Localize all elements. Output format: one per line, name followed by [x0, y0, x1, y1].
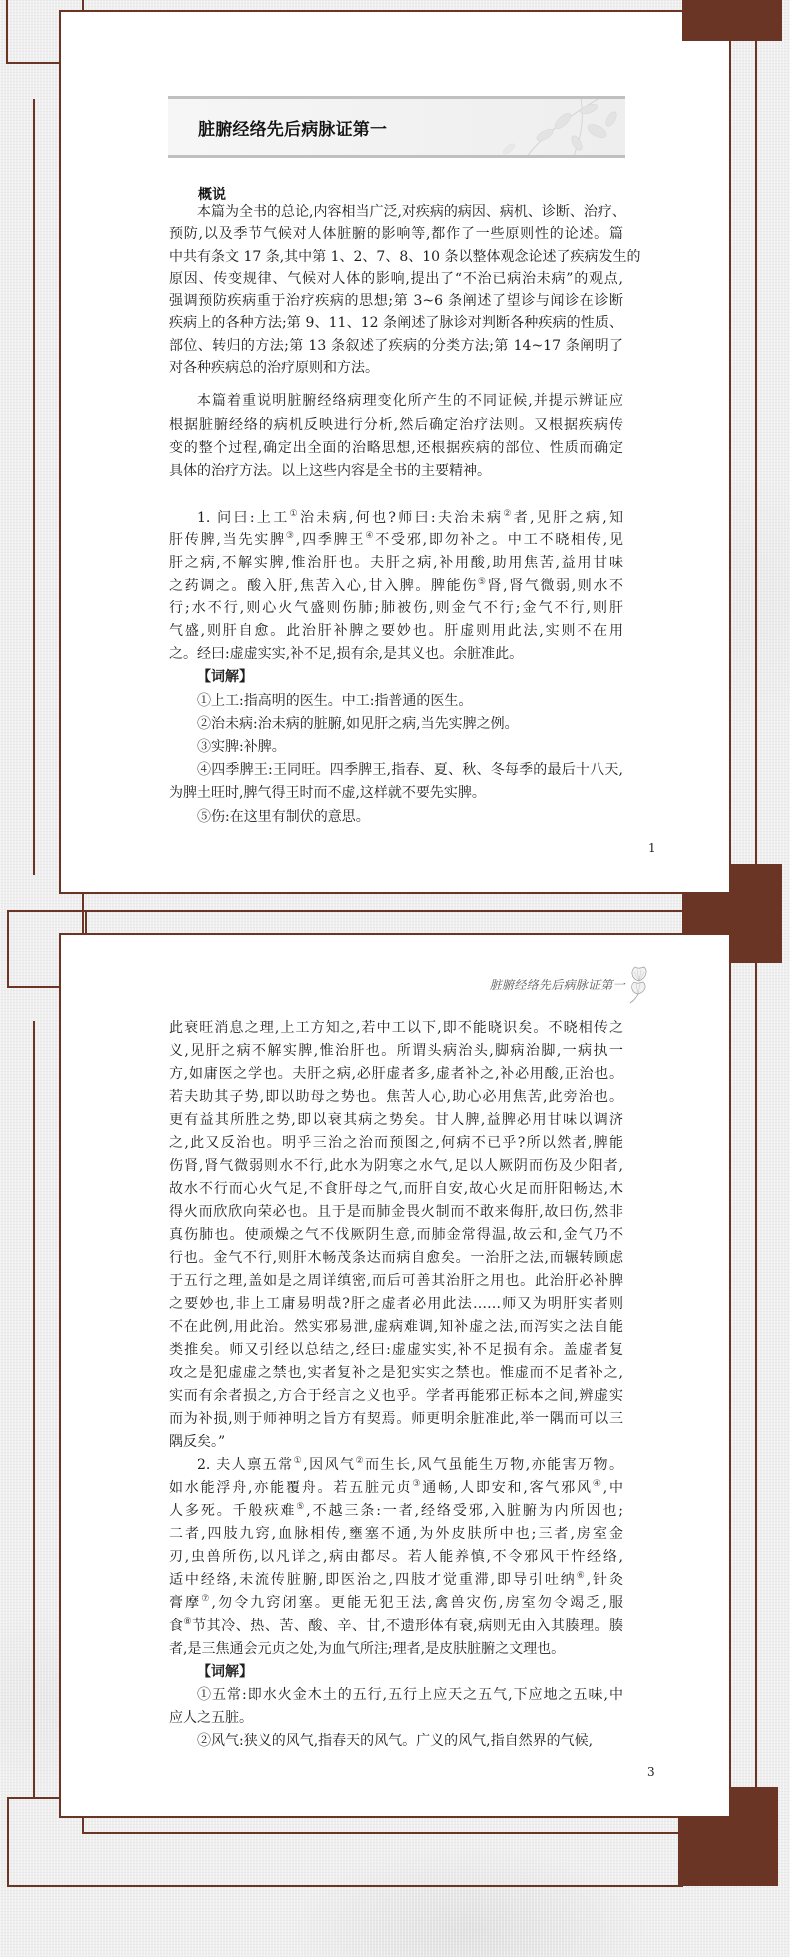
text-line	[169, 1063, 623, 1086]
text-run: 于五行之理,盖如是之周详缜密,而后可善其治肝之用也。此治肝必补脾	[169, 1272, 623, 1289]
text-run: 肝之病,不解实脾,惟治肝也。夫肝之病,补用酸,助用焦苦,益用甘味	[169, 554, 623, 571]
text-line	[169, 1316, 623, 1339]
glossary-section-page-1	[169, 666, 623, 828]
footnote-marker: ③	[412, 1478, 423, 1489]
text-line	[169, 1684, 623, 1707]
text-line	[169, 1178, 623, 1201]
overview-paragraph-1	[169, 201, 641, 379]
text-line	[169, 290, 623, 312]
text-run: 此衰旺消息之理,上工方知之,若中工以下,即不能晓识矣。不晓相传之	[169, 1019, 623, 1036]
footnote-marker: ⑧	[183, 1616, 193, 1627]
glossary-note	[169, 806, 623, 829]
text-line	[169, 312, 623, 334]
text-run: 治未病,何也?师曰:夫治未病	[299, 509, 504, 526]
chapter-title: 脏腑经络先后病脉证第一	[198, 119, 388, 140]
text-run: 者,是三焦通会元贞之处,为血气所注;理者,是皮肤脏腑之文理也。	[169, 1640, 566, 1657]
text-run: ①五常:即水火金木土的五行,五行上应天之五气,下应地之五味,中	[197, 1686, 623, 1703]
text-line	[169, 1132, 623, 1155]
footnote-marker: ④	[592, 1478, 603, 1489]
glossary-note	[169, 713, 623, 736]
footnote-marker: ⑤	[296, 1501, 307, 1512]
text-run: 方,如庸医之学也。夫肝之病,必肝虚者多,虚者补之,补必用酸,正治也。	[169, 1065, 623, 1082]
footnote-marker: ③	[285, 531, 296, 542]
text-run: 肾,肾气微弱,则水不	[487, 577, 623, 594]
text-run: ②治未病:治未病的脏腑,如见肝之病,当先实脾之例。	[197, 715, 519, 732]
text-line	[169, 575, 623, 598]
text-line	[169, 1040, 623, 1063]
text-line	[169, 713, 623, 736]
text-line	[169, 529, 623, 552]
text-run: ②风气:狭义的风气,指春天的风气。广义的风气,指自然界的气候,	[197, 1732, 594, 1749]
text-line	[169, 620, 623, 643]
running-header: 脏腑经络先后病脉证第一	[489, 978, 625, 992]
text-run: 对各种疾病总的治疗原则和方法。	[169, 360, 379, 377]
text-line	[169, 414, 623, 437]
glossary-note	[169, 1684, 623, 1730]
text-line	[169, 507, 623, 530]
text-line	[169, 1592, 623, 1615]
text-line	[169, 1086, 623, 1109]
text-line	[169, 1477, 623, 1500]
text-run: 气盛,则肝自愈。此治肝补脾之要妙也。肝虚则用此法,实则不在用	[169, 623, 623, 640]
text-run: 中共有条文 17 条,其中第 1、2、7、8、10 条以整体观念论述了疾病发生的	[169, 248, 641, 265]
text-run: 隅反矣。”	[169, 1433, 226, 1450]
text-run: 义,见肝之病不解实脾,惟治肝也。所谓头病治头,脚病治脚,一病执一	[169, 1042, 623, 1059]
text-line	[169, 1109, 623, 1132]
middle-between-pages-block	[682, 894, 731, 934]
text-line	[169, 1270, 623, 1293]
text-line	[169, 1339, 623, 1362]
footnote-marker: ②	[355, 1455, 366, 1466]
footnote-marker: ①	[293, 1455, 304, 1466]
text-run: 故水不行而心火气足,不食肝母之气,而肝自安,故心火足而肝阳畅达,木	[169, 1180, 623, 1197]
text-line	[169, 1500, 623, 1523]
text-line	[169, 1523, 623, 1546]
text-line	[169, 1408, 623, 1431]
leaf-branch-decoration-icon	[485, 99, 625, 155]
footnote-marker: ①	[289, 508, 300, 519]
text-line	[169, 1247, 623, 1270]
footnote-marker: ④	[365, 531, 376, 542]
text-line	[169, 390, 623, 413]
text-run: 而生长,风气虽能生万物,亦能害万物。	[365, 1456, 623, 1473]
text-line	[169, 806, 623, 829]
text-run: 节其冷、热、苦、酸、辛、甘,不遗形体有衰,病则无由入其腠理。腠	[192, 1617, 624, 1634]
text-run: 之,此又反治也。明乎三治之治而预图之,何病不已乎?所以然者,脾能	[169, 1134, 623, 1151]
text-run: 更有益其所胜之势,即以衰其病之势矣。甘人脾,益脾必用甘味以调济	[169, 1111, 623, 1128]
middle-frame-connector	[82, 894, 84, 934]
clause-1-text	[169, 507, 623, 666]
text-run: 强调预防疾病重于治疗疾病的思想;第 3~6 条阐述了望诊与闻诊在诊断	[169, 293, 623, 310]
text-line	[169, 1362, 623, 1385]
text-line	[169, 246, 641, 268]
overview-paragraph-2	[169, 390, 623, 483]
text-line	[169, 460, 623, 483]
text-line	[169, 1615, 623, 1638]
glossary-note	[169, 736, 623, 759]
text-line	[169, 201, 626, 223]
text-line	[169, 357, 623, 379]
text-run: 行也。金气不行,则肝木畅茂条达而病自愈矣。一治肝之法,而辗转顾虑	[169, 1249, 623, 1266]
text-run: 伤肾,肾气微弱则水不行,此水为阴寒之水气,足以人厥阴而伤及少阳者,	[169, 1157, 623, 1174]
text-line	[169, 782, 623, 805]
text-run: 类推矣。师又引经以总结之,经曰:虚虚实实,补不足损有余。盖虚者复	[169, 1341, 623, 1358]
text-run: 部位、转归的方法;第 13 条叙述了疾病的分类方法;第 14~17 条阐明了	[169, 337, 623, 354]
glossary-notes	[169, 690, 623, 829]
ginkgo-leaf-icon	[627, 966, 651, 1004]
footnote-marker: ②	[503, 508, 514, 519]
text-run: 1. 问曰:上工	[197, 509, 290, 526]
text-run: 肝传脾,当先实脾	[169, 532, 286, 549]
glossary-heading: 【词解】	[197, 1663, 253, 1680]
text-run: 刃,虫兽所伤,以凡详之,病由都尽。若人能养慎,不令邪风干忤经络,	[169, 1548, 623, 1565]
text-run: 不受邪,即勿补之。中工不晓相传,见	[375, 532, 624, 549]
text-line	[169, 437, 623, 460]
text-run: 适中经络,未流传脏腑,即医治之,四肢才觉重滞,即导引吐纳	[169, 1571, 577, 1588]
text-run: 为脾土旺时,脾气得王时而不虚,这样就不要先实脾。	[169, 785, 486, 802]
text-line	[169, 1546, 623, 1569]
text-run: 如水能浮舟,亦能覆舟。若五脏元贞	[169, 1479, 413, 1496]
glossary-heading: 【词解】	[197, 669, 253, 686]
text-run: ,勿令九窍闭塞。更能无犯王法,禽兽灾伤,房室勿令竭乏,服	[211, 1594, 623, 1611]
text-line	[169, 1293, 623, 1316]
text-line	[169, 759, 623, 782]
text-run: 根据脏腑经络的病机反映进行分析,然后确定治疗法则。又根据疾病传	[169, 416, 623, 433]
left-frame-line-upper	[33, 99, 35, 875]
left-frame-line-lower	[33, 1021, 35, 1797]
text-line	[169, 335, 623, 357]
text-run: 原因、传变规律、气候对人体的影响,提出了“不治已病治未病”的观点,	[169, 270, 623, 287]
top-right-corner-block	[682, 0, 782, 41]
text-run: 不在此例,用此治。然实邪易泄,虚病难调,知补虚之法,而泻实之法自能	[169, 1318, 623, 1335]
glossary-note	[169, 759, 623, 805]
text-run: 膏摩	[169, 1594, 202, 1611]
text-run: ⑤伤:在这里有制伏的意思。	[197, 808, 370, 825]
text-line	[169, 223, 623, 245]
page-number: 1	[648, 841, 656, 855]
chapter-title-band	[168, 96, 625, 158]
text-run: 二者,四肢九窍,血脉相传,壅塞不通,为外皮肤所中也;三者,房室金	[169, 1525, 623, 1542]
page-number: 3	[647, 1765, 655, 1779]
middle-frame-rule	[7, 910, 683, 912]
footnote-marker: ⑤	[477, 576, 488, 587]
text-run: 疾病上的各种方法;第 9、11、12 条阐述了脉诊对判断各种疾病的性质、	[169, 315, 623, 332]
text-run: ③实脾:补脾。	[197, 738, 286, 755]
text-run: ,中	[602, 1479, 624, 1496]
text-run: 2. 夫人禀五常	[197, 1456, 294, 1473]
text-run: ,因风气	[303, 1456, 356, 1473]
glossary-note	[169, 1730, 623, 1753]
text-line	[169, 1155, 623, 1178]
text-line	[169, 552, 623, 575]
text-line	[169, 1201, 623, 1224]
text-line	[169, 268, 623, 290]
text-line	[169, 643, 623, 666]
text-run: 具体的治疗方法。以上这些内容是全书的主要精神。	[169, 463, 491, 480]
text-run: ④四季脾王:王同旺。四季脾王,指春、夏、秋、冬每季的最后十八天,	[197, 762, 623, 779]
text-line	[169, 597, 623, 620]
text-run: 若夫助其子势,即以助母之势也。焦苦人心,助心必用焦苦,此旁治也。	[169, 1088, 623, 1105]
text-run: 得火而欣欣向荣必也。且于是而肺金畏火制而不敢来侮肝,故曰伤,然非	[169, 1203, 623, 1220]
text-line	[169, 1017, 623, 1040]
glossary-notes	[169, 1684, 623, 1753]
text-run: 之药调之。酸入肝,焦苦入心,甘入脾。脾能伤	[169, 577, 478, 594]
clause-2-text	[169, 1454, 623, 1661]
text-run: 之。经曰:虚虚实实,补不足,损有余,是其义也。余脏准此。	[169, 645, 524, 662]
text-run: ①上工:指高明的医生。中工:指普通的医生。	[197, 692, 473, 709]
text-run: 本篇着重说明脏腑经络病理变化所产生的不同证候,并提示辨证应	[197, 393, 623, 410]
text-run: 预防,以及季节气候对人体脏腑的影响等,都作了一些原则性的论述。篇	[169, 226, 623, 243]
footnote-marker: ⑥	[576, 1570, 587, 1581]
text-line	[169, 1431, 623, 1454]
text-run: 行;水不行,则心火气盛则伤肺;肺被伤,则金气不行;金气不行,则肝	[169, 600, 623, 617]
text-run: 实而有余者损之,方合于经言之义也乎。学者再能邪正标本之间,辨虚实	[169, 1387, 623, 1404]
text-line	[169, 1224, 623, 1247]
text-run: 攻之是犯虚虚之禁也,实者复补之是犯实实之禁也。惟虚而不足者补之,	[169, 1364, 623, 1381]
text-line	[169, 1638, 623, 1661]
glossary-note	[169, 690, 623, 713]
text-line	[169, 1707, 623, 1730]
text-run: ,针灸	[586, 1571, 623, 1588]
overview-heading: 概说	[198, 187, 226, 203]
text-line	[169, 1454, 623, 1477]
text-run: ,不越三条:一者,经络受邪,入脏腑为内所因也;	[306, 1502, 623, 1519]
text-line	[169, 1569, 623, 1592]
footnote-marker: ⑦	[201, 1593, 212, 1604]
text-run: 本篇为全书的总论,内容相当广泛,对疾病的病因、病机、诊断、治疗、	[197, 204, 626, 220]
text-run: 真伤肺也。使顽燥之气不伐厥阴生意,而肺金常得温,故云和,金气乃不	[169, 1226, 623, 1243]
glossary-section-page-3	[169, 1661, 623, 1753]
text-run: 食	[169, 1617, 184, 1634]
text-line	[169, 1730, 623, 1753]
text-line	[169, 1385, 623, 1408]
text-run: 应人之五脏。	[169, 1709, 253, 1726]
text-run: 之要妙也,非上工庸易明哉?肝之虚者必用此法……师又为明肝实者则	[169, 1295, 623, 1312]
text-run: 通畅,人即安和,客气邪风	[422, 1479, 593, 1496]
commentary-text	[169, 1017, 623, 1454]
text-run: 而为补损,则于师神明之旨方有契焉。师更明余脏准此,举一隅而可以三	[169, 1410, 623, 1427]
text-line	[169, 690, 623, 713]
text-run: 变的整个过程,确定出全面的治略思想,还根据疾病的部位、性质而确定	[169, 439, 623, 456]
text-run: 者,见肝之病,知	[513, 509, 623, 526]
middle-right-corner-block	[731, 864, 782, 963]
text-run: 人多死。千般疢难	[169, 1502, 297, 1519]
text-line	[169, 736, 623, 759]
text-run: ,四季脾王	[295, 532, 366, 549]
